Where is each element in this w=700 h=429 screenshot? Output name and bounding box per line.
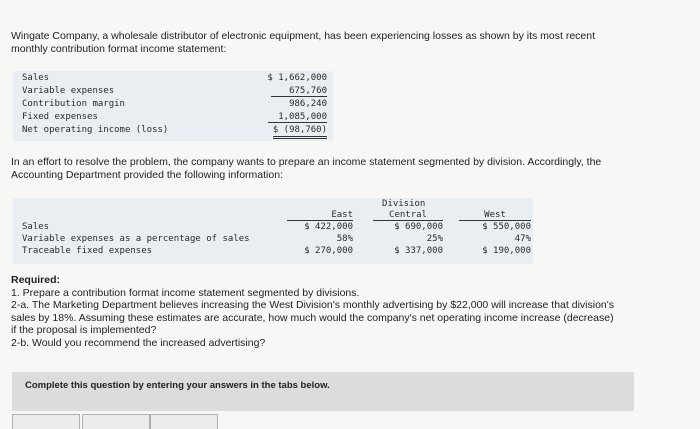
row-label: Traceable fixed expenses — [22, 246, 153, 256]
division-table — [13, 198, 533, 264]
required-item: 1. Prepare a contribution format income statement segmented by divisions. — [11, 286, 360, 299]
required-title: Required: — [11, 274, 61, 286]
row-value: $ (98,760) — [273, 125, 327, 139]
instruction-banner — [12, 372, 634, 411]
table-row — [13, 112, 333, 125]
column-header-east: East — [287, 210, 353, 221]
row-value: 1,085,000 — [268, 112, 327, 123]
cell-value: 25% — [426, 234, 443, 244]
table-row — [13, 125, 333, 138]
required-section — [11, 274, 621, 349]
cell-value: $ 422,000 — [304, 222, 353, 232]
cell-value: $ 270,000 — [304, 246, 353, 256]
table-row — [13, 73, 333, 86]
table-row — [13, 86, 333, 99]
row-label: Fixed expenses — [22, 112, 98, 122]
row-label: Variable expenses — [22, 86, 115, 96]
row-value: 675,760 — [271, 86, 327, 97]
row-value: 986,240 — [289, 99, 327, 109]
table-row — [13, 99, 333, 112]
row-label: Contribution margin — [22, 99, 125, 109]
required-item: 2-a. The Marketing Department believes increasing the West Division's monthly advertising by $22,000 will increase that division's sales by 18%. Assuming these estimates are accurate, how much would the company's net operating income increase (decrease) if the proposal is implemented? — [11, 299, 614, 336]
cell-value: $ 190,000 — [482, 246, 531, 256]
cell-value: $ 337,000 — [394, 246, 443, 256]
row-label: Variable expenses as a percentage of sales — [22, 234, 250, 244]
paragraph: In an effort to resolve the problem, the company wants to prepare an income statement segmented by division. Accordingly, the Accounting Department provided the following information: — [11, 156, 602, 181]
row-value: $ 1,662,000 — [267, 73, 327, 83]
cell-value: 47% — [514, 234, 531, 244]
required-item: 2-b. Would you recommend the increased advertising? — [11, 336, 266, 349]
row-label: Sales — [22, 222, 50, 232]
banner-text: Complete this question by entering your answers in the tabs below. — [25, 380, 330, 391]
column-header-central: Central — [373, 210, 443, 221]
income-statement-table — [13, 71, 333, 141]
cell-value: 58% — [336, 234, 353, 244]
group-header: Division — [382, 199, 426, 209]
row-label: Sales — [22, 73, 50, 83]
cell-value: $ 550,000 — [482, 222, 531, 232]
cell-value: $ 690,000 — [394, 222, 443, 232]
column-header-west: West — [459, 210, 531, 221]
row-label: Net operating income (loss) — [22, 125, 169, 135]
intro-text: Wingate Company, a wholesale distributor of electronic equipment, has been experiencing losses as shown by its most recent monthly contribution format income statement: — [11, 30, 596, 55]
